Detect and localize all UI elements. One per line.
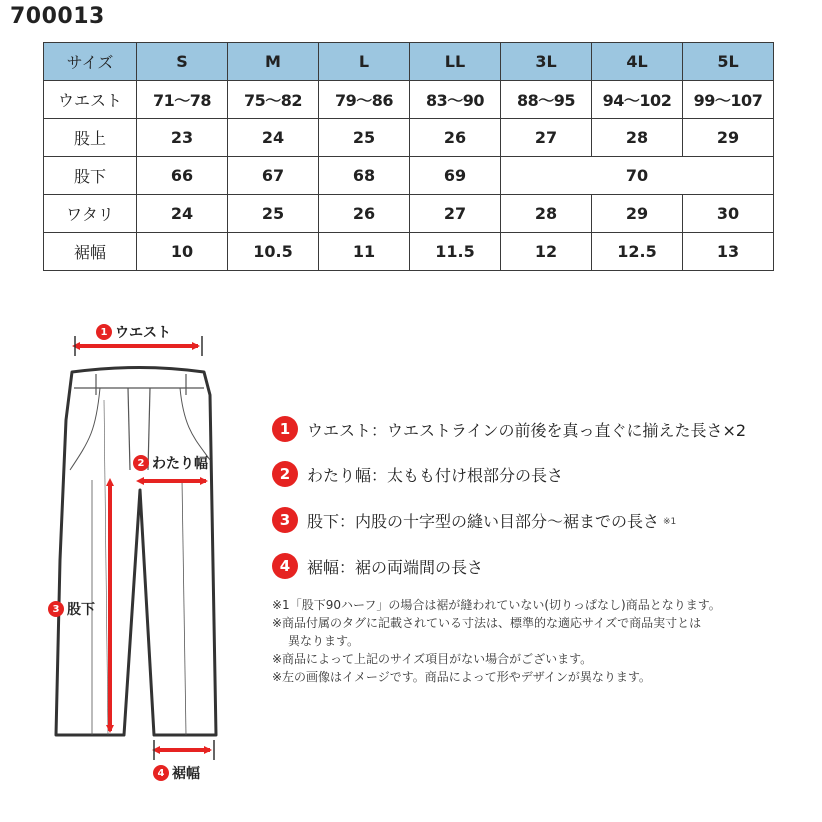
table-cell: 26 xyxy=(319,195,410,233)
table-cell: 99〜107 xyxy=(683,81,774,119)
row-label: ワタリ xyxy=(44,195,137,233)
notes xyxy=(272,596,721,686)
table-cell: 29 xyxy=(592,195,683,233)
size-header-label: サイズ xyxy=(44,43,137,81)
size-col-header: LL xyxy=(410,43,501,81)
legend-item-hem: 4 裾幅：裾の両端間の長さ xyxy=(272,553,483,579)
pants-outline xyxy=(56,368,216,736)
table-cell: 24 xyxy=(228,119,319,157)
table-cell: 11 xyxy=(319,233,410,271)
table-cell: 23 xyxy=(137,119,228,157)
note-line: ※左の画像はイメージです。商品によって形やデザインが異なります。 xyxy=(272,670,651,684)
table-cell: 29 xyxy=(683,119,774,157)
table-cell: 10.5 xyxy=(228,233,319,271)
legend-item-waist: 1 ウエスト：ウエストラインの前後を真っ直ぐに揃えた長さ×2 xyxy=(272,416,746,442)
size-col-header: M xyxy=(228,43,319,81)
table-cell: 12 xyxy=(501,233,592,271)
diagram-label-inseam: 3 股下 xyxy=(48,599,95,619)
table-cell: 11.5 xyxy=(410,233,501,271)
table-cell: 83〜90 xyxy=(410,81,501,119)
table-cell: 24 xyxy=(137,195,228,233)
diagram-label-thigh: 2 わたり幅 xyxy=(133,453,208,473)
table-cell: 28 xyxy=(501,195,592,233)
note-line: 異なります。 xyxy=(288,634,360,648)
table-cell: 25 xyxy=(319,119,410,157)
table-cell: 12.5 xyxy=(592,233,683,271)
table-cell: 13 xyxy=(683,233,774,271)
row-label: ウエスト xyxy=(44,81,137,119)
table-cell: 25 xyxy=(228,195,319,233)
table-cell: 68 xyxy=(319,157,410,195)
table-cell: 27 xyxy=(501,119,592,157)
legend-item-thigh: 2 わたり幅：太もも付け根部分の長さ xyxy=(272,461,563,487)
table-cell: 88〜95 xyxy=(501,81,592,119)
table-cell: 28 xyxy=(592,119,683,157)
size-col-header: L xyxy=(319,43,410,81)
table-cell: 79〜86 xyxy=(319,81,410,119)
table-cell-merged: 70 xyxy=(501,157,774,195)
size-col-header: 3L xyxy=(501,43,592,81)
product-code: 700013 xyxy=(10,4,105,29)
row-label: 股上 xyxy=(44,119,137,157)
note-line: ※1「股下90ハーフ」の場合は裾が縫われていない(切りっぱなし)商品となります。 xyxy=(272,598,721,612)
pants-diagram xyxy=(0,0,260,822)
table-cell: 69 xyxy=(410,157,501,195)
note-line: ※商品によって上記のサイズ項目がない場合がございます。 xyxy=(272,652,593,666)
row-label: 股下 xyxy=(44,157,137,195)
diagram-label-hem: 4 裾幅 xyxy=(153,763,200,783)
table-cell: 94〜102 xyxy=(592,81,683,119)
table-cell: 67 xyxy=(228,157,319,195)
table-cell: 71〜78 xyxy=(137,81,228,119)
size-col-header: S xyxy=(137,43,228,81)
table-cell: 10 xyxy=(137,233,228,271)
row-label: 裾幅 xyxy=(44,233,137,271)
table-cell: 75〜82 xyxy=(228,81,319,119)
size-col-header: 4L xyxy=(592,43,683,81)
size-col-header: 5L xyxy=(683,43,774,81)
table-cell: 66 xyxy=(137,157,228,195)
diagram-label-waist: 1 ウエスト xyxy=(96,322,171,342)
note-line: ※商品付属のタグに記載されている寸法は、標準的な適応サイズで商品実寸とは xyxy=(272,616,702,630)
table-cell: 27 xyxy=(410,195,501,233)
table-cell: 26 xyxy=(410,119,501,157)
legend-item-inseam: 3 股下：内股の十字型の縫い目部分〜裾までの長さ ※1 xyxy=(272,507,676,533)
table-cell: 30 xyxy=(683,195,774,233)
